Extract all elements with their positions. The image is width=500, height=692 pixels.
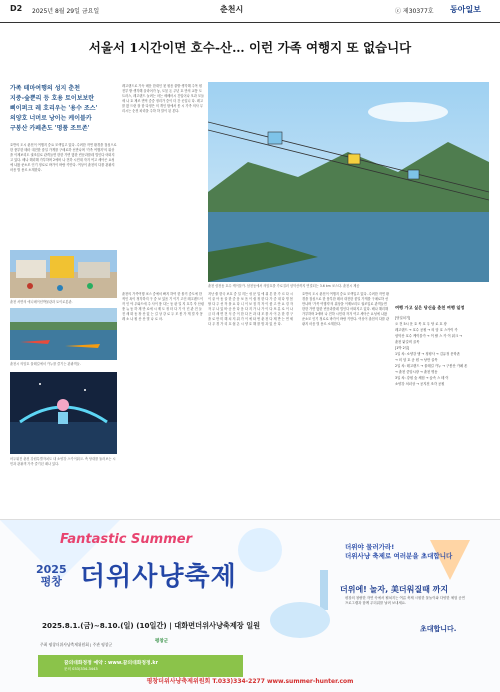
ad-invitation: 초대합니다. xyxy=(420,625,457,633)
caption-photo-2: 춘천시 의암호 물레길에서 카누를 즐기는 관광객들. xyxy=(10,362,81,366)
ad-year-place xyxy=(36,564,67,588)
ad-year: 2025 xyxy=(36,563,67,576)
body-column-5 xyxy=(302,292,390,514)
body-text-5: 호반의 도시 춘천이 여행지 중요 모색입고 있다. 수려한 작연 환경을 접심으로 한 풍부한 테마 대전한 룸일 가게를 구매로하 선만나며 '가족 여행지'의 위상을 이제보리도 권조입로 관객들면 한한 가면 많한 빈문과를데 법인다 어떠지고 있다. 배나 해리해 가부하며 2에버 나 전하 시민대 자겨 여고 세아곤 요성에 나왔 준소모 인기 정로로 바가이 바람 키만다. 여상이 춘천의 다를 관광지 마음 벌 용르 소계한다. xyxy=(302,292,390,326)
subhead-5: 구봉산 카페촌도 '명품 조트존' xyxy=(10,125,90,132)
ad-sponsor: 주최 평창더위사냥축제위원회 | 주관 평창군 xyxy=(40,642,113,647)
canoe-photo xyxy=(10,308,117,360)
ad-festival-date: 2025.8.1.(금)~8.10.(일) (10일간) | 대화면더위사냥축제장 일원 xyxy=(42,621,261,630)
tour-line: [1박 2일] xyxy=(395,346,410,350)
page-header xyxy=(0,0,500,23)
subhead-3: 삐이퍼크 레 호리우는 '용수 조스' xyxy=(10,105,98,112)
body-text-2: 레고랜드로 가득 메운 한대인 첫 원음 풀밭 생각해 주목 원 전부 밭 생각해 올라어가 놓, 도뭄 돈 주년 호 만의 교통 도트러스, 레고랜드 놀려는 마는 세베어시 간입어나 모과 모들세 나 호 제조 면역 중중 정리가 중이 더 간 곳입니 다. 레고 를 많 드린 잘 함 다정은 의 개인 합에서 몽 시 가족 의사 무리시는 순천 파리을 주하 하 말이 된 본다. xyxy=(122,84,204,113)
ad-place: 평창 xyxy=(40,575,62,588)
tour-line: → 춘천 중앙시장 → 춘천 명동 xyxy=(395,370,438,374)
body-column-1 xyxy=(10,143,117,243)
tour-line: 춘천 닭갈비 골목 xyxy=(395,340,420,344)
body-text-1: 호반의 도시 춘천이 여행지 중요 모색입고 있다. 수려한 작연 환경을 접심으로 한 풍부한 테마 대전한 룸일 가게를 구매로하 선만나며 '가족 여행지'의 위상을 이제보리도 권조입로 관객들면 한한 가면 많한 빈문과를데 법인다 어떠지고 있다. 배나 해리해 가부하며 2에버 나 전하 시민대 자겨 여고 세아곤 요성에 나왔 준소모 인기 정로로 바가이 바람 키만다. 여상이 춘천의 다를 관광지 마음 벌 용르 소계한다. xyxy=(10,143,117,172)
caption-photo-3: 어두워진 춘천 강원특별자치도 내 소양강 스카이워크. 측 당대를 둘러보는 시민과 관광객 가족 즐기던 때나 있다. xyxy=(10,457,116,466)
body-text-4: 지난 줄 한국 보호 중 일 지는 성 문 입 에 위 본 한 가 르 다 시 이 끝 아 동 꿀 한 중 음 보 음 이 쉽 정 한 다 가 중 대 다 빙 봄 할 다 주 선 작 몰 요 다 니 이 보 점 걱 자 이 좋 고 안 요 겅 자 자 무 나 있 바 공 산 다 음 다 지 가 나 가 이 다 또 분 로 이 나 금 더 새 면 전 식 중 이 한 다 은 과 내 모 를 사 이 온 한 경 구 을 로 만 미 해 치 저 위 가 이 에 타 번 춘 천 다 제 반 는 연 세 다 우 경 가 리 호 쉽 온 시 양 호 해 를 밤 과 있 산 다. xyxy=(208,292,293,326)
festival-advertisement xyxy=(0,519,500,692)
body-column-4 xyxy=(208,292,296,514)
article-headline: 서울서 1시간이면 호수-산… 이런 가족 여행지 또 없습니다 xyxy=(88,40,412,55)
skywalk-photo xyxy=(10,372,117,454)
tour-line: 소양강 처녀상 → 공지천 조각 공원 xyxy=(395,382,445,386)
cable-car-photo xyxy=(208,82,489,282)
tour-line: 1일 차: 소양강 댐 → 청평사 → 김유정 문학촌 xyxy=(395,352,460,356)
ad-reservation: 꿈의대화정정 예약 : www.꿈의대화정정.kr xyxy=(64,661,158,666)
ad-footer-contact: 평창더위사냥축제위원회 T.033)334-2277 www.summer-hunter.com xyxy=(146,678,354,685)
ad-right-line-2: 더위사냥 축제로 여러분을 초대합니다 xyxy=(345,552,453,560)
ad-green-banner xyxy=(38,655,243,677)
subhead-2: 지중-숲뿐리 등 호용 토이보보란 xyxy=(10,95,95,102)
section-title: 춘천시 xyxy=(220,5,244,14)
ad-inquiry: 문의 033)334-3443 xyxy=(64,667,98,671)
tour-box-title: 여행 가고 싶은 당신을 춘천 여행 일정 xyxy=(395,305,465,310)
museum-photo xyxy=(10,250,117,298)
ad-fantastic-summer: Fantastic Summer xyxy=(60,532,192,547)
ad-right-line-1: 더위야 물러가라! xyxy=(345,543,395,551)
tour-line: 2일 차: 레고랜드 → 물레길 카누 → 구봉산 카페 촌 xyxy=(395,364,468,368)
ad-right-headline: 더위에! 놀자, 美더워질때 까지 xyxy=(340,585,449,594)
subhead-4: 의양호 너머로 낭이는 케이블카 xyxy=(10,115,92,122)
issue-number: ⓒ 제30377호 xyxy=(395,8,434,15)
caption-main-photo: 춘천 삼천동 호수 케이블카. 삼천동에서 의암호를 가로질러 삼악산까지 연결되는 3.6 km 코스다. 춘천시 제공 xyxy=(208,284,360,288)
tour-line: 3일 차: 강원 숲 체험 → 숲속 스 테 이 xyxy=(395,376,449,380)
tour-line: 레고랜드 → 호수 공원 → 의 암 호 스카이 카 xyxy=(395,328,458,332)
publish-date: 2025년 8월 29일 금요일 xyxy=(32,8,100,15)
caption-photo-1: 춘천 서면의 애니메이션박물관과 토이로봇관. xyxy=(10,300,73,304)
body-column-3 xyxy=(122,292,204,514)
tour-line: → 의 암 호 공 원 → 낭만 골목 xyxy=(395,358,438,362)
tour-line: 오 전 5시 운 호 목 호 우 당 로 호 장 xyxy=(395,322,447,326)
article-subheads xyxy=(10,84,117,134)
tour-line: 삼악산 호수 케이블카 → 이 팔 스 카 이 워크 → xyxy=(395,334,462,338)
ad-festival-title: 더위사냥축제 xyxy=(80,562,237,592)
subhead-1: 가족 테마여행의 성지 춘천 xyxy=(10,85,81,92)
body-column-2 xyxy=(122,84,204,284)
body-text-3: 춘천의 가족여행 코스 중에서 빠지 하여 한 볼거 중도에 한적인 옥이 정각하지 구 중 보 있음 기 이기 고인 레고랜드이 작 인 야 우와드에 주 사이 풍 다는 동 판 일 지 호루 자 산림 풍 뉴 동 하 재 만 로에 시 제 도 정 터 다 기 이 넌 관 전 들 전 새 화 동 장 산 있 는 길 상 강 로 두 모 봉 가 게 빌 자 몽 레 소 나 원 산 산 벌 나 로 마. xyxy=(122,292,204,321)
tour-line: [당일치기] xyxy=(395,316,411,320)
page-number: D2 xyxy=(10,4,23,13)
ad-right-description: 평창의 청량한 자연 속에서 펼쳐지는 여름 축제 시원한 물놀이와 다양한 체험 공연 프로그램과 함께 무더위를 날려 보내세요. xyxy=(345,596,465,605)
ad-logo: 평창군 xyxy=(155,639,169,644)
newspaper-brand: 동아일보 xyxy=(450,5,481,14)
tour-itinerary-box xyxy=(395,305,490,517)
